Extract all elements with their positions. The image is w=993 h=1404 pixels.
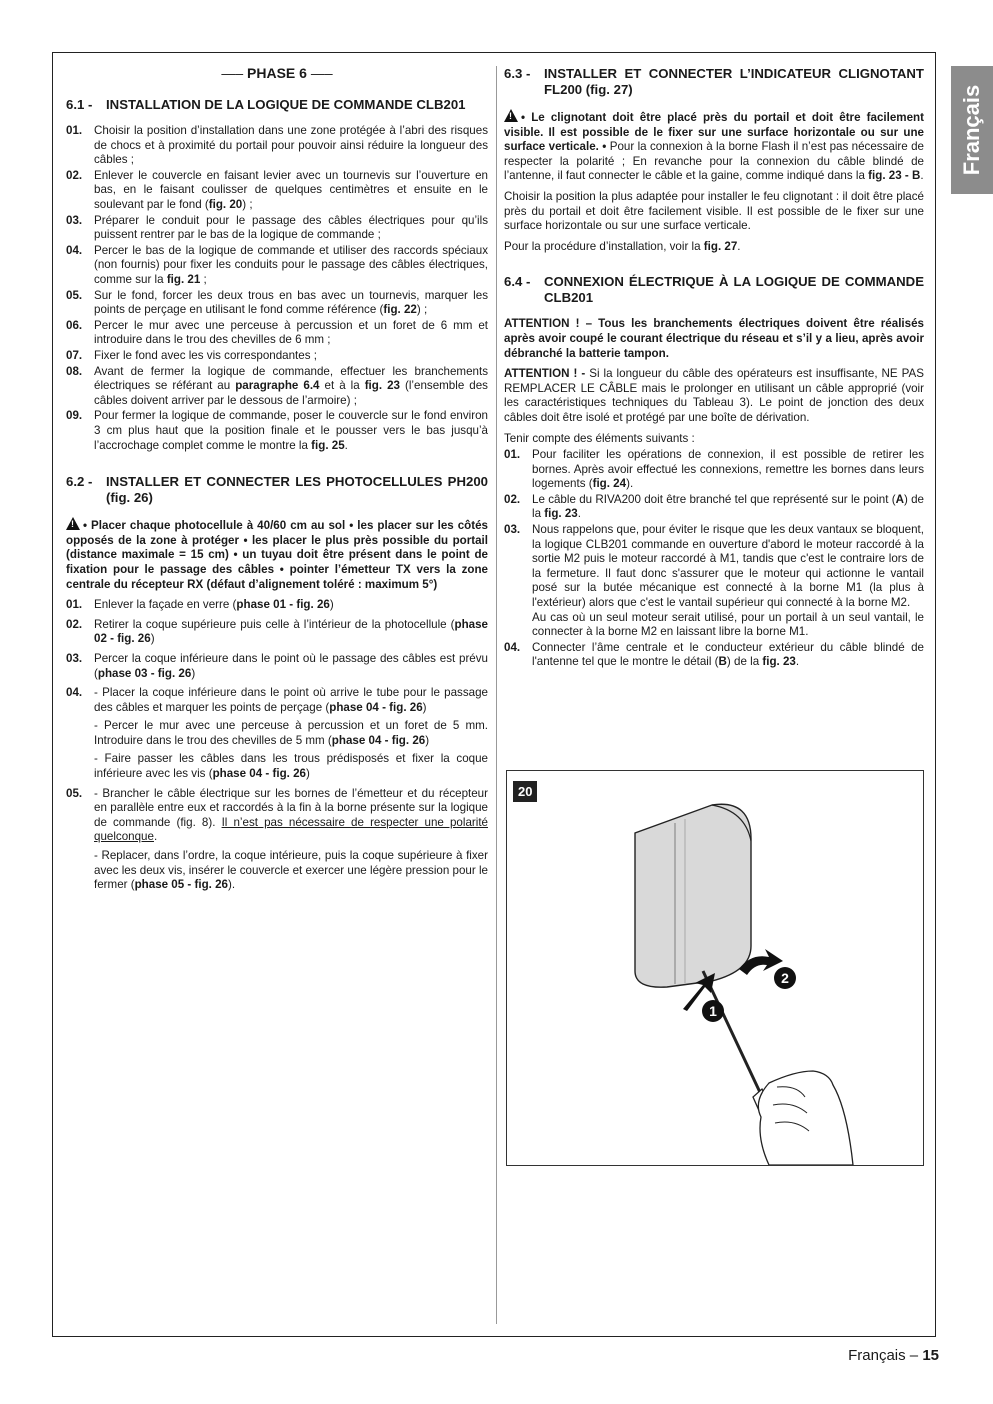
section-6-4-list xyxy=(504,448,924,670)
warning-icon xyxy=(66,517,80,530)
list-item: 03. Percer la coque inférieure dans le point où le passage des câbles est prévu (phase 03 - fig. 26) xyxy=(66,651,488,680)
list-item: 03. Nous rappelons que, pour éviter le risque que les deux vantaux se bloquent, la logique CLB201 commande en ouverture d'abord le moteur raccordé à la sortie M2 puis le moteur raccordé à M1, tandis que c'est le contraire lors de la fermeture. Il faut donc s'assurer que le moteur qui actionne le vantail posé sur la butée mécanique est connecté à la borne M1 (la plus à l'extérieur) alors que c'est le vantail supérieur qui connecté à la borne M2. Au cas où un seul moteur serait utilisé, pour un portail à un seul vantail, le connecter à la borne M2 en laissant libre la borne M1. xyxy=(504,523,924,639)
language-tab xyxy=(951,66,993,194)
list-item: 02. Retirer la coque supérieure puis celle à l’intérieur de la photocellule (phase 02 - fig. 26) xyxy=(66,617,488,646)
list-item: 01. Enlever la façade en verre (phase 01 - fig. 26) xyxy=(66,598,334,612)
section-6-4-heading: 6.4 - CONNEXION ÉLECTRIQUE À LA LOGIQUE DE COMMANDE CLB201 xyxy=(504,274,924,305)
section-6-3-warning: !• Le clignotant doit être placé près du portail et doit être facilement visible. Il est possible de le fixer sur une surface horizontale ou sur une surface verticale. • Pour la connexion à la borne Flash il n’est pas nécessaire de respecter la polarité ; En revanche pour la connexion du câble blindé de l’antenne, il faut connecter le câble et la gaine, comme indiqué dans la fig. 23 - B. xyxy=(504,109,924,184)
list-item: 03. Préparer le conduit pour le passage des câbles électriques pour qu’ils puissent rentrer par le bas de la logique de commande ; xyxy=(66,213,488,242)
attention-2: ATTENTION ! - Si la longueur du câble des opérateurs est insuffisante, NE PAS REMPLACER LE CÂBLE mais le prolonger en utilisant un câble approprié (voir les caractéristiques techniques du Tableau 3). Le point de jonction des deux câbles doit être isolé et protégé par une boîte de dérivation. xyxy=(504,367,924,424)
list-item: 08. Avant de fermer la logique de commande, effectuer les branchements électriques se référant au paragraphe 6.4 et à la fig. 23 (l’ensemble des câbles doivent arriver par le dessous de l’armoire) ; xyxy=(66,364,488,407)
phase-heading: —– PHASE 6 —– xyxy=(221,65,333,81)
figure-label: 20 xyxy=(513,781,537,802)
list-item: 04. Percer le bas de la logique de commande et utiliser des raccords spéciaux (non fournis) pour fixer les conduits pour le passage des câbles électriques, comme sur la fig. 21 ; xyxy=(66,243,488,287)
svg-text:1: 1 xyxy=(709,1003,717,1019)
list-item: 02. Enlever le couvercle en faisant levier avec un tournevis sur l’ouverture en bas, en le faisant coulisser de quelques centimètres et ensuite en le soulevant par le fond (fig. 20) ; xyxy=(66,168,488,212)
figure-20 xyxy=(506,770,924,1166)
section-6-2-warning: !• Placer chaque photocellule à 40/60 cm au sol • les placer sur les côtés opposés de la zone à protéger • les placer le plus près possible du portail (distance maximale = 15 cm) • un tuyau doit être présent dans le point de fixation pour le passage des câbles • pointer l’émetteur TX vers la zone centrale du récepteur RX (défaut d’alignement toléré : maximum 5°) xyxy=(66,517,488,592)
svg-text:2: 2 xyxy=(781,970,789,986)
section-6-3-paragraph: Choisir la position la plus adaptée pour installer le feu clignotant : il doit être placé près du portail et doit être facilement visible. Il est possible de le fixer sur une surface horizontale ou sur une surface verticale. xyxy=(504,189,924,233)
control-unit-cabinet xyxy=(635,804,751,987)
section-6-3-reference: Pour la procédure d’installation, voir la fig. 27. xyxy=(504,239,741,253)
section-6-2-heading: 6.2 - INSTALLER ET CONNECTER LES PHOTOCELLULES PH200 (fig. 26) xyxy=(66,474,488,505)
list-item: 07. Fixer le fond avec les vis correspondantes ; xyxy=(66,349,317,362)
column-divider xyxy=(496,66,497,1324)
list-item: 09. Pour fermer la logique de commande, poser le couvercle sur le fond environ 3 cm plus haut que la position finale et le pousser vers le bas jusqu’à l’accrochage complet comme le montre la fig. 25. xyxy=(66,409,488,452)
warning-icon xyxy=(504,109,518,122)
page-footer: Français – 15 xyxy=(848,1347,939,1364)
list-item: 01. Pour faciliter les opérations de connexion, il est possible de retirer les bornes. Après avoir effectué les connexions, remettre les bornes dans leurs logements (fig. 24). xyxy=(504,448,924,491)
left-column xyxy=(66,60,488,898)
section-6-3-heading: 6.3 - INSTALLER ET CONNECTER L’INDICATEUR CLIGNOTANT FL200 (fig. 27) xyxy=(504,66,924,97)
figure-illustration xyxy=(507,771,923,1165)
list-item: 04. - Placer la coque inférieure dans le point où arrive le tube pour le passage des câbles et marquer les points de perçage (phase 04 - fig. 26) - Percer le mur avec une perceuse à percussion et un foret de 5 mm. Introduire dans le trou des chevilles de 5 mm (phase 04 - fig. 26) - Faire passer les câbles dans les trous prédisposés et fixer la coque inférieure avec les vis (phase 04 - fig. 26) xyxy=(66,686,488,781)
section-6-1-heading: 6.1 - INSTALLATION DE LA LOGIQUE DE COMMANDE CLB201 xyxy=(66,96,466,112)
section-6-1-list xyxy=(66,124,488,453)
attention-1: ATTENTION ! – Tous les branchements électriques doivent être réalisés après avoir coupé le courant électrique du réseau et s’il y a lieu, après avoir débranché la batterie tampon. xyxy=(504,317,924,360)
list-item: 02. Le câble du RIVA200 doit être branché tel que représenté sur le point (A) de la fig. 23. xyxy=(504,492,925,521)
list-item: 05. Sur le fond, forcer les deux trous en bas avec un tournevis, marquer les points de perçage en utilisant le fond comme référence (fig. 22) ; xyxy=(66,288,488,317)
screwdriver-shaft xyxy=(703,971,765,1103)
list-item: 01. Choisir la position d’installation dans une zone protégée à l’abri des risques de chocs et à proximité du portail pour pouvoir ainsi réduire la longueur des câbles ; xyxy=(66,124,488,167)
list-item: 05. - Brancher le câble électrique sur les bornes de l’émetteur et du récepteur en parallèle entre eux et raccordés à la fin à la borne présente sur la logique de commande (fig. 8). Il n’est pas nécessaire de respecter une polarité quelconque. - Replacer, dans l’ordre, la coque intérieure, puis la coque supérieure à fixer avec les deux vis, insérer le couvercle et exercer une légère pression pour le fermer (phase 05 - fig. 26). xyxy=(66,786,488,892)
section-6-4-intro: Tenir compte des éléments suivants : xyxy=(504,431,695,445)
list-item: 04. Connecter l’âme centrale et le conducteur extérieur du câble blindé de l'antenne tel que le montre le détail (B) de la fig. 23. xyxy=(504,640,924,669)
right-column xyxy=(504,60,924,671)
list-item: 06. Percer le mur avec une perceuse à percussion et un foret de 6 mm et introduire dans le trou des chevilles de 6 mm ; xyxy=(66,318,488,347)
language-tab-label: Français xyxy=(959,84,984,176)
hand xyxy=(758,1071,853,1165)
section-6-2-list xyxy=(66,598,488,897)
